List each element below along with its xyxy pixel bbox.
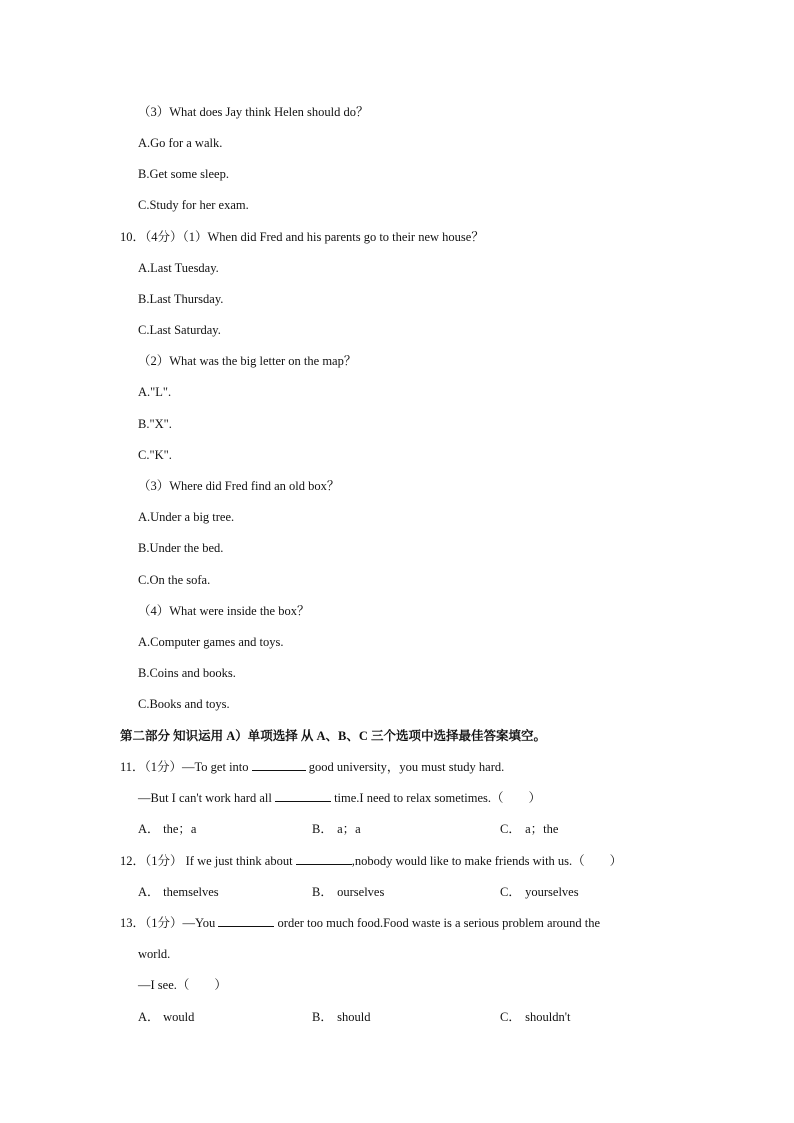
option-10-1-c: C.Last Saturday. <box>138 323 221 337</box>
question-12-text-pre: If we just think about <box>185 854 296 868</box>
option-10-3-a: A.Under a big tree. <box>138 510 235 524</box>
answer-blank <box>296 853 352 865</box>
question-13-number: 13．（1分） <box>120 916 183 930</box>
answer-blank <box>275 790 331 802</box>
question-11-text-post: good university，you must study hard. <box>305 760 505 774</box>
option-text: themselves <box>163 885 219 899</box>
option-13-a <box>138 1009 194 1025</box>
question-10-4: （4）What were inside the box？ <box>138 604 310 618</box>
option-10-4-b: B.Coins and books. <box>138 666 236 680</box>
option-text: shouldn't <box>525 1010 571 1024</box>
question-9-3: （3）What does Jay think Helen should do？ <box>138 105 369 119</box>
option-11-c <box>500 821 558 837</box>
option-10-2-b: B."X". <box>138 417 172 431</box>
question-10-3: （3）Where did Fred find an old box？ <box>138 479 340 493</box>
option-text: should <box>337 1010 371 1024</box>
option-11-b <box>312 821 361 837</box>
question-11-number: 11．（1分） <box>120 760 183 774</box>
option-text: a；a <box>337 822 361 836</box>
option-label: C． <box>500 822 521 836</box>
option-label: C． <box>500 885 521 899</box>
question-11-text-pre: —To get into <box>182 760 252 774</box>
option-10-3-b: B.Under the bed. <box>138 541 224 555</box>
option-12-c <box>500 884 579 900</box>
option-9-3-a: A.Go for a walk. <box>138 136 223 150</box>
option-10-3-c: C.On the sofa. <box>138 573 211 587</box>
option-13-c <box>500 1009 570 1025</box>
option-9-3-c: C.Study for her exam. <box>138 198 249 212</box>
question-13-line2: world. <box>138 947 171 961</box>
question-11-line2 <box>138 790 541 806</box>
option-text: a；the <box>525 822 559 836</box>
option-13-b <box>312 1009 370 1025</box>
section-2-title: 第二部分 知识运用 A）单项选择 从 A、B、C 三个选项中选择最佳答案填空。 <box>120 729 547 743</box>
question-13-text-post: order too much food.Food waste is a serious problem around the <box>274 916 601 930</box>
question-12-text-post: ,nobody would like to make friends with us.（ ） <box>351 854 623 868</box>
option-label: C． <box>500 1010 521 1024</box>
question-13-line1 <box>120 915 600 931</box>
option-text: yourselves <box>525 885 579 899</box>
option-label: A． <box>138 822 160 836</box>
option-label: B． <box>312 1010 333 1024</box>
option-10-2-c: C."K". <box>138 448 172 462</box>
option-label: B． <box>312 822 333 836</box>
option-label: B． <box>312 885 333 899</box>
option-12-b <box>312 884 384 900</box>
option-10-1-b: B.Last Thursday. <box>138 292 224 306</box>
option-text: the；a <box>163 822 197 836</box>
option-10-4-c: C.Books and toys. <box>138 697 230 711</box>
option-label: A． <box>138 885 160 899</box>
question-10-header: 10．（4分）（1）When did Fred and his parents go to their new house？ <box>120 230 484 244</box>
question-13-line3: —I see.（ ） <box>138 978 227 992</box>
question-10-2: （2）What was the big letter on the map？ <box>138 354 357 368</box>
question-13-text-pre: —You <box>182 916 219 930</box>
question-11-line1 <box>120 759 504 775</box>
question-11-line2-pre: —But I can't work hard all <box>138 791 275 805</box>
option-12-a <box>138 884 219 900</box>
answer-blank <box>218 915 274 927</box>
answer-blank <box>252 759 306 771</box>
option-10-4-a: A.Computer games and toys. <box>138 635 284 649</box>
option-text: ourselves <box>337 885 385 899</box>
option-label: A． <box>138 1010 160 1024</box>
option-text: would <box>163 1010 195 1024</box>
option-9-3-b: B.Get some sleep. <box>138 167 229 181</box>
option-11-a <box>138 821 196 837</box>
option-10-1-a: A.Last Tuesday. <box>138 261 219 275</box>
question-11-line2-post: time.I need to relax sometimes.（ ） <box>330 791 541 805</box>
question-12-line <box>120 853 622 869</box>
question-12-number: 12．（1分） <box>120 854 183 868</box>
option-10-2-a: A."L". <box>138 385 172 399</box>
